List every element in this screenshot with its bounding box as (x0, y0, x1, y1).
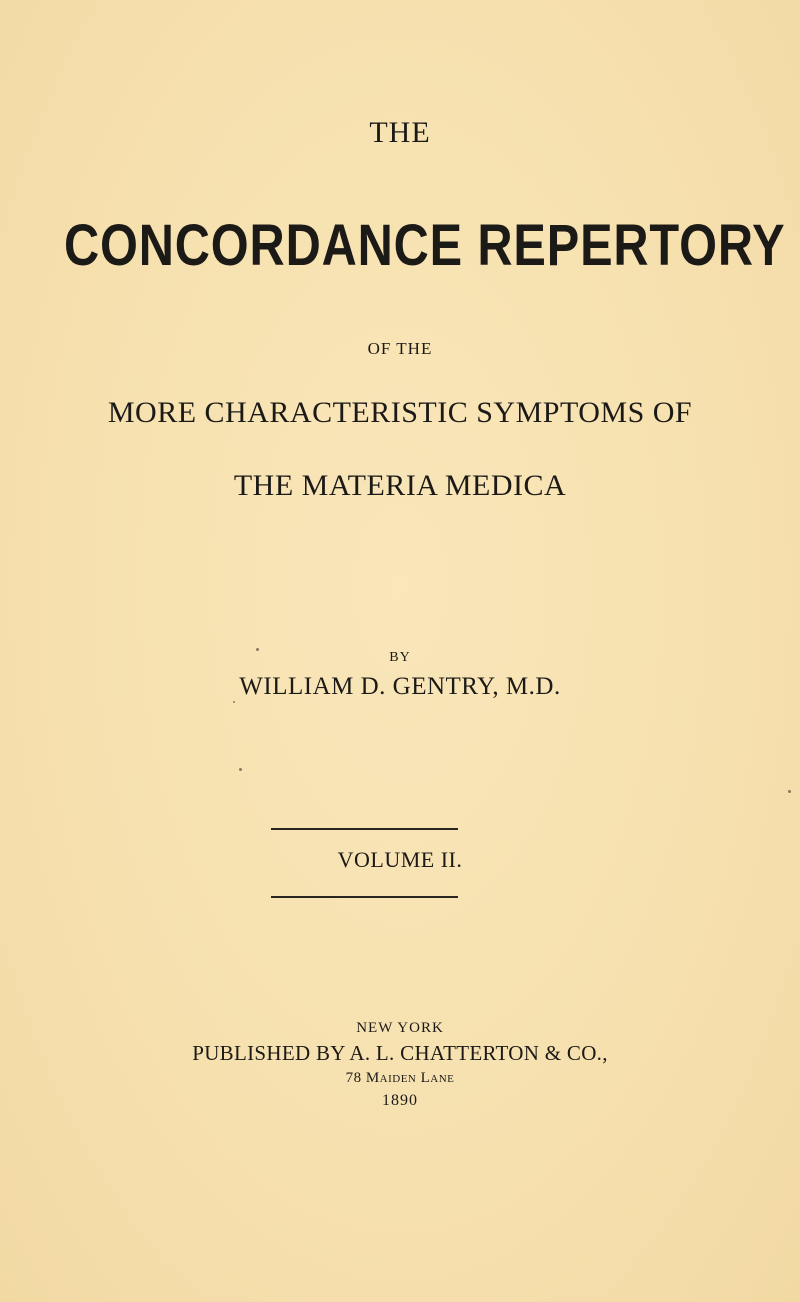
by-label: BY (389, 650, 411, 665)
publisher-city: NEW YORK (356, 1020, 444, 1036)
subtitle-line-1: MORE CHARACTERISTIC SYMPTOMS OF (107, 396, 693, 429)
title-connector: OF THE (367, 339, 433, 358)
paper-speck (239, 768, 242, 771)
paper-speck (788, 790, 791, 793)
publisher-line: PUBLISHED BY A. L. CHATTERTON & CO., (192, 1041, 608, 1065)
paper-speck (256, 648, 259, 651)
book-title: CONCORDANCE REPERTORY (64, 213, 786, 278)
paper-speck (233, 701, 235, 703)
volume-rule-top (271, 828, 458, 830)
title-prefix: THE (369, 116, 431, 149)
publisher-address: 78 Maiden Lane (345, 1070, 455, 1086)
volume-rule-bottom (271, 896, 458, 898)
author-name: WILLIAM D. GENTRY, M.D. (239, 673, 561, 700)
subtitle-line-2: THE MATERIA MEDICA (233, 469, 567, 502)
publication-year: 1890 (382, 1092, 418, 1109)
volume-label: VOLUME II. (337, 847, 463, 872)
